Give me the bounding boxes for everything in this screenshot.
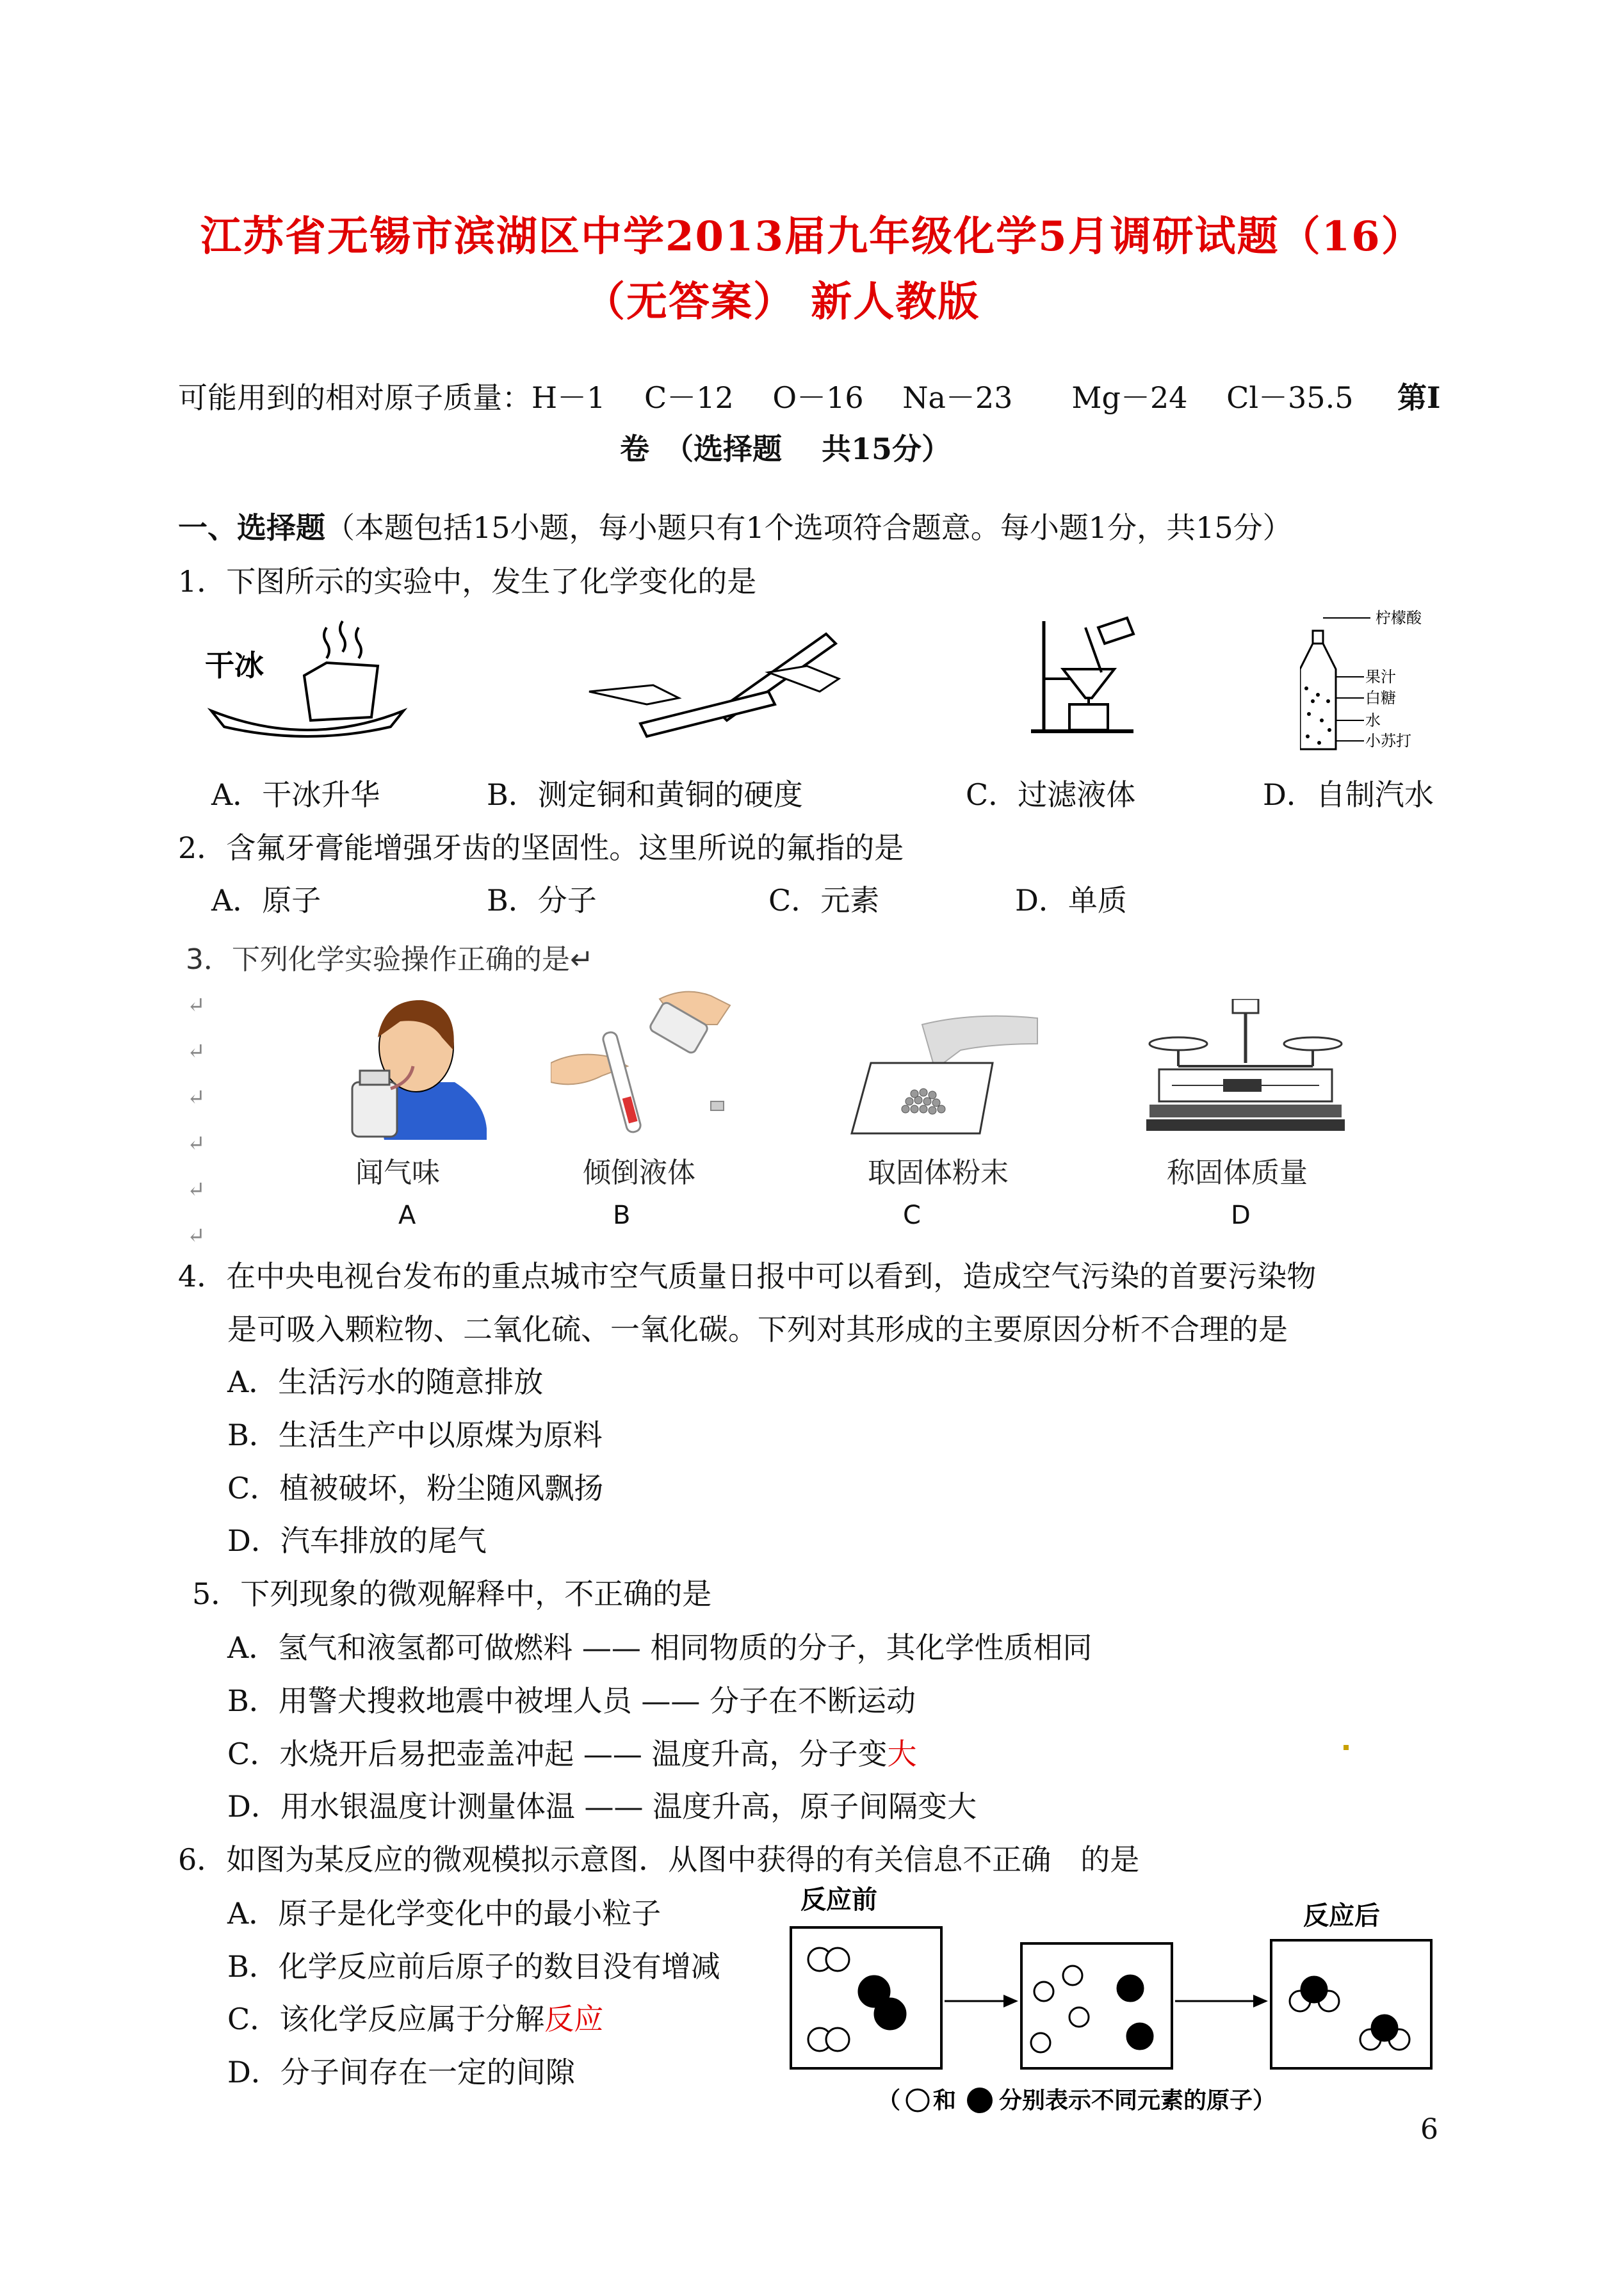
q3-caption-b: 倾倒液体	[583, 1156, 695, 1189]
q4-stem-line1: 4．在中央电视台发布的重点城市空气质量日报中可以看到，造成空气污染的首要污染物	[178, 1259, 1317, 1293]
q4-stem-line2: 是可吸入颗粒物、二氧化硫、一氧化碳。下列对其形成的主要原因分析不合理的是	[227, 1312, 1288, 1347]
stray-mark	[1344, 1745, 1349, 1750]
q5-stem: 5．下列现象的微观解释中，不正确的是	[192, 1577, 712, 1611]
para-mark: ↵	[187, 1039, 206, 1064]
q6-option-c	[227, 1996, 603, 2038]
q1-option-d: D．自制汽水	[1263, 777, 1434, 812]
q3-figure-pouring	[551, 980, 743, 1140]
q1-option-c: C．过滤液体	[966, 777, 1136, 812]
legend-open-paren: （	[877, 2088, 901, 2114]
arrow-2	[1253, 1995, 1268, 2007]
label-water: 水	[1365, 711, 1381, 729]
q5-option-c-text: C．水烧开后易把壶盖冲起 —— 温度升高，分子变	[227, 1737, 888, 1771]
volume-label-part2: 卷 （选择题 共15分）	[620, 432, 952, 466]
q4-option-b: B．生活生产中以原煤为原料	[227, 1418, 603, 1452]
label-sugar: 白糖	[1365, 689, 1396, 707]
q3-stem: 3．下列化学实验操作正确的是↵	[186, 943, 594, 976]
label-before: 反应前	[800, 1885, 877, 1915]
dry-ice-label: 干冰	[205, 648, 264, 683]
q1-option-a: A．干冰升华	[211, 777, 380, 812]
q3-caption-a: 闻气味	[355, 1156, 440, 1189]
title-line-2: （无答案） 新人教版	[584, 278, 980, 326]
q3-figure-smelling	[339, 986, 487, 1140]
para-mark: ↵	[187, 1131, 206, 1156]
para-mark: ↵	[187, 1223, 206, 1249]
q5-option-d: D．用水银温度计测量体温 —— 温度升高，原子间隔变大	[227, 1789, 977, 1824]
label-baking-soda: 小苏打	[1365, 732, 1411, 750]
q2-option-a: A．原子	[211, 883, 321, 918]
label-after: 反应后	[1303, 1901, 1380, 1931]
q3-letter-b: B	[613, 1201, 631, 1230]
q3-letter-a: A	[398, 1201, 416, 1230]
q4-option-c: C．植被破坏，粉尘随风飘扬	[227, 1471, 604, 1505]
section-heading	[178, 505, 1292, 547]
q3-figure-powder	[832, 999, 1044, 1140]
section-desc: （本题包括15小题，每小题只有1个选项符合题意。每小题1分，共15分）	[325, 510, 1292, 545]
page-number: 6	[1420, 2113, 1438, 2146]
q6-stem: 6．如图为某反应的微观模拟示意图．从图中获得的有关信息不正确 的是	[178, 1842, 1140, 1877]
para-mark: ↵	[187, 1177, 206, 1203]
q3-caption-c: 取固体粉末	[868, 1156, 1009, 1189]
q6-option-c-text: C．该化学反应属于分解	[227, 2002, 545, 2036]
arrow-1	[1003, 1995, 1018, 2007]
q6-option-a: A．原子是化学变化中的最小粒子	[227, 1896, 662, 1931]
legend-and: 和	[933, 2088, 957, 2114]
q6-option-d: D．分子间存在一定的间隙	[227, 2055, 575, 2089]
q1-figure-filter	[1025, 608, 1140, 743]
legend-white-atom-icon	[907, 2089, 929, 2111]
section-title: 一、选择题	[178, 510, 325, 545]
q5-option-a: A．氢气和液氢都可做燃料 —— 相同物质的分子，其化学性质相同	[227, 1630, 1092, 1665]
label-juice: 果汁	[1365, 668, 1396, 686]
volume-label-part1: 第Ⅰ	[1397, 380, 1441, 415]
legend-text: 分别表示不同元素的原子）	[999, 2088, 1276, 2114]
atomic-masses: 可能用到的相对原子质量：H－1 C－12 O－16 Na－23 Mg－24 Cl－35.5	[178, 380, 1354, 415]
q2-option-c: C．元素	[768, 883, 880, 918]
q5-option-b: B．用警犬搜救地震中被埋人员 —— 分子在不断运动	[227, 1683, 916, 1718]
q6-reaction-diagram	[765, 1879, 1463, 2123]
q5-option-c-red: 大	[887, 1737, 917, 1771]
label-citric-acid: 柠檬酸	[1376, 609, 1422, 627]
para-mark: ↵	[187, 993, 206, 1018]
q1-stem: 1．下图所示的实验中，发生了化学变化的是	[178, 564, 757, 599]
q3-letter-d: D	[1231, 1201, 1251, 1230]
para-mark: ↵	[187, 1085, 206, 1110]
legend-black-atom-icon	[967, 2088, 993, 2113]
q4-option-a: A．生活污水的随意排放	[227, 1365, 544, 1399]
q5-option-c	[227, 1731, 916, 1773]
q3-letter-c: C	[903, 1201, 921, 1230]
q6-option-c-red: 反应	[544, 2002, 604, 2036]
q1-option-b: B．测定铜和黄铜的硬度	[487, 777, 803, 812]
q3-figure-balance	[1146, 999, 1345, 1140]
q1-figure-hardness	[576, 615, 845, 743]
title-line-1: 江苏省无锡市滨湖区中学2013届九年级化学5月调研试题（16）	[200, 213, 1424, 261]
q3-caption-d: 称固体质量	[1167, 1156, 1308, 1189]
q6-option-b: B．化学反应前后原子的数目没有增减	[227, 1949, 720, 1984]
q4-option-d: D．汽车排放的尾气	[227, 1523, 487, 1558]
q2-stem: 2．含氟牙膏能增强牙齿的坚固性。这里所说的氟指的是	[178, 831, 904, 865]
q1-figure-dry-ice	[192, 615, 423, 743]
q2-option-d: D．单质	[1015, 883, 1127, 918]
q2-option-b: B．分子	[487, 883, 597, 918]
q1-figure-soda-bottle	[1300, 605, 1486, 762]
